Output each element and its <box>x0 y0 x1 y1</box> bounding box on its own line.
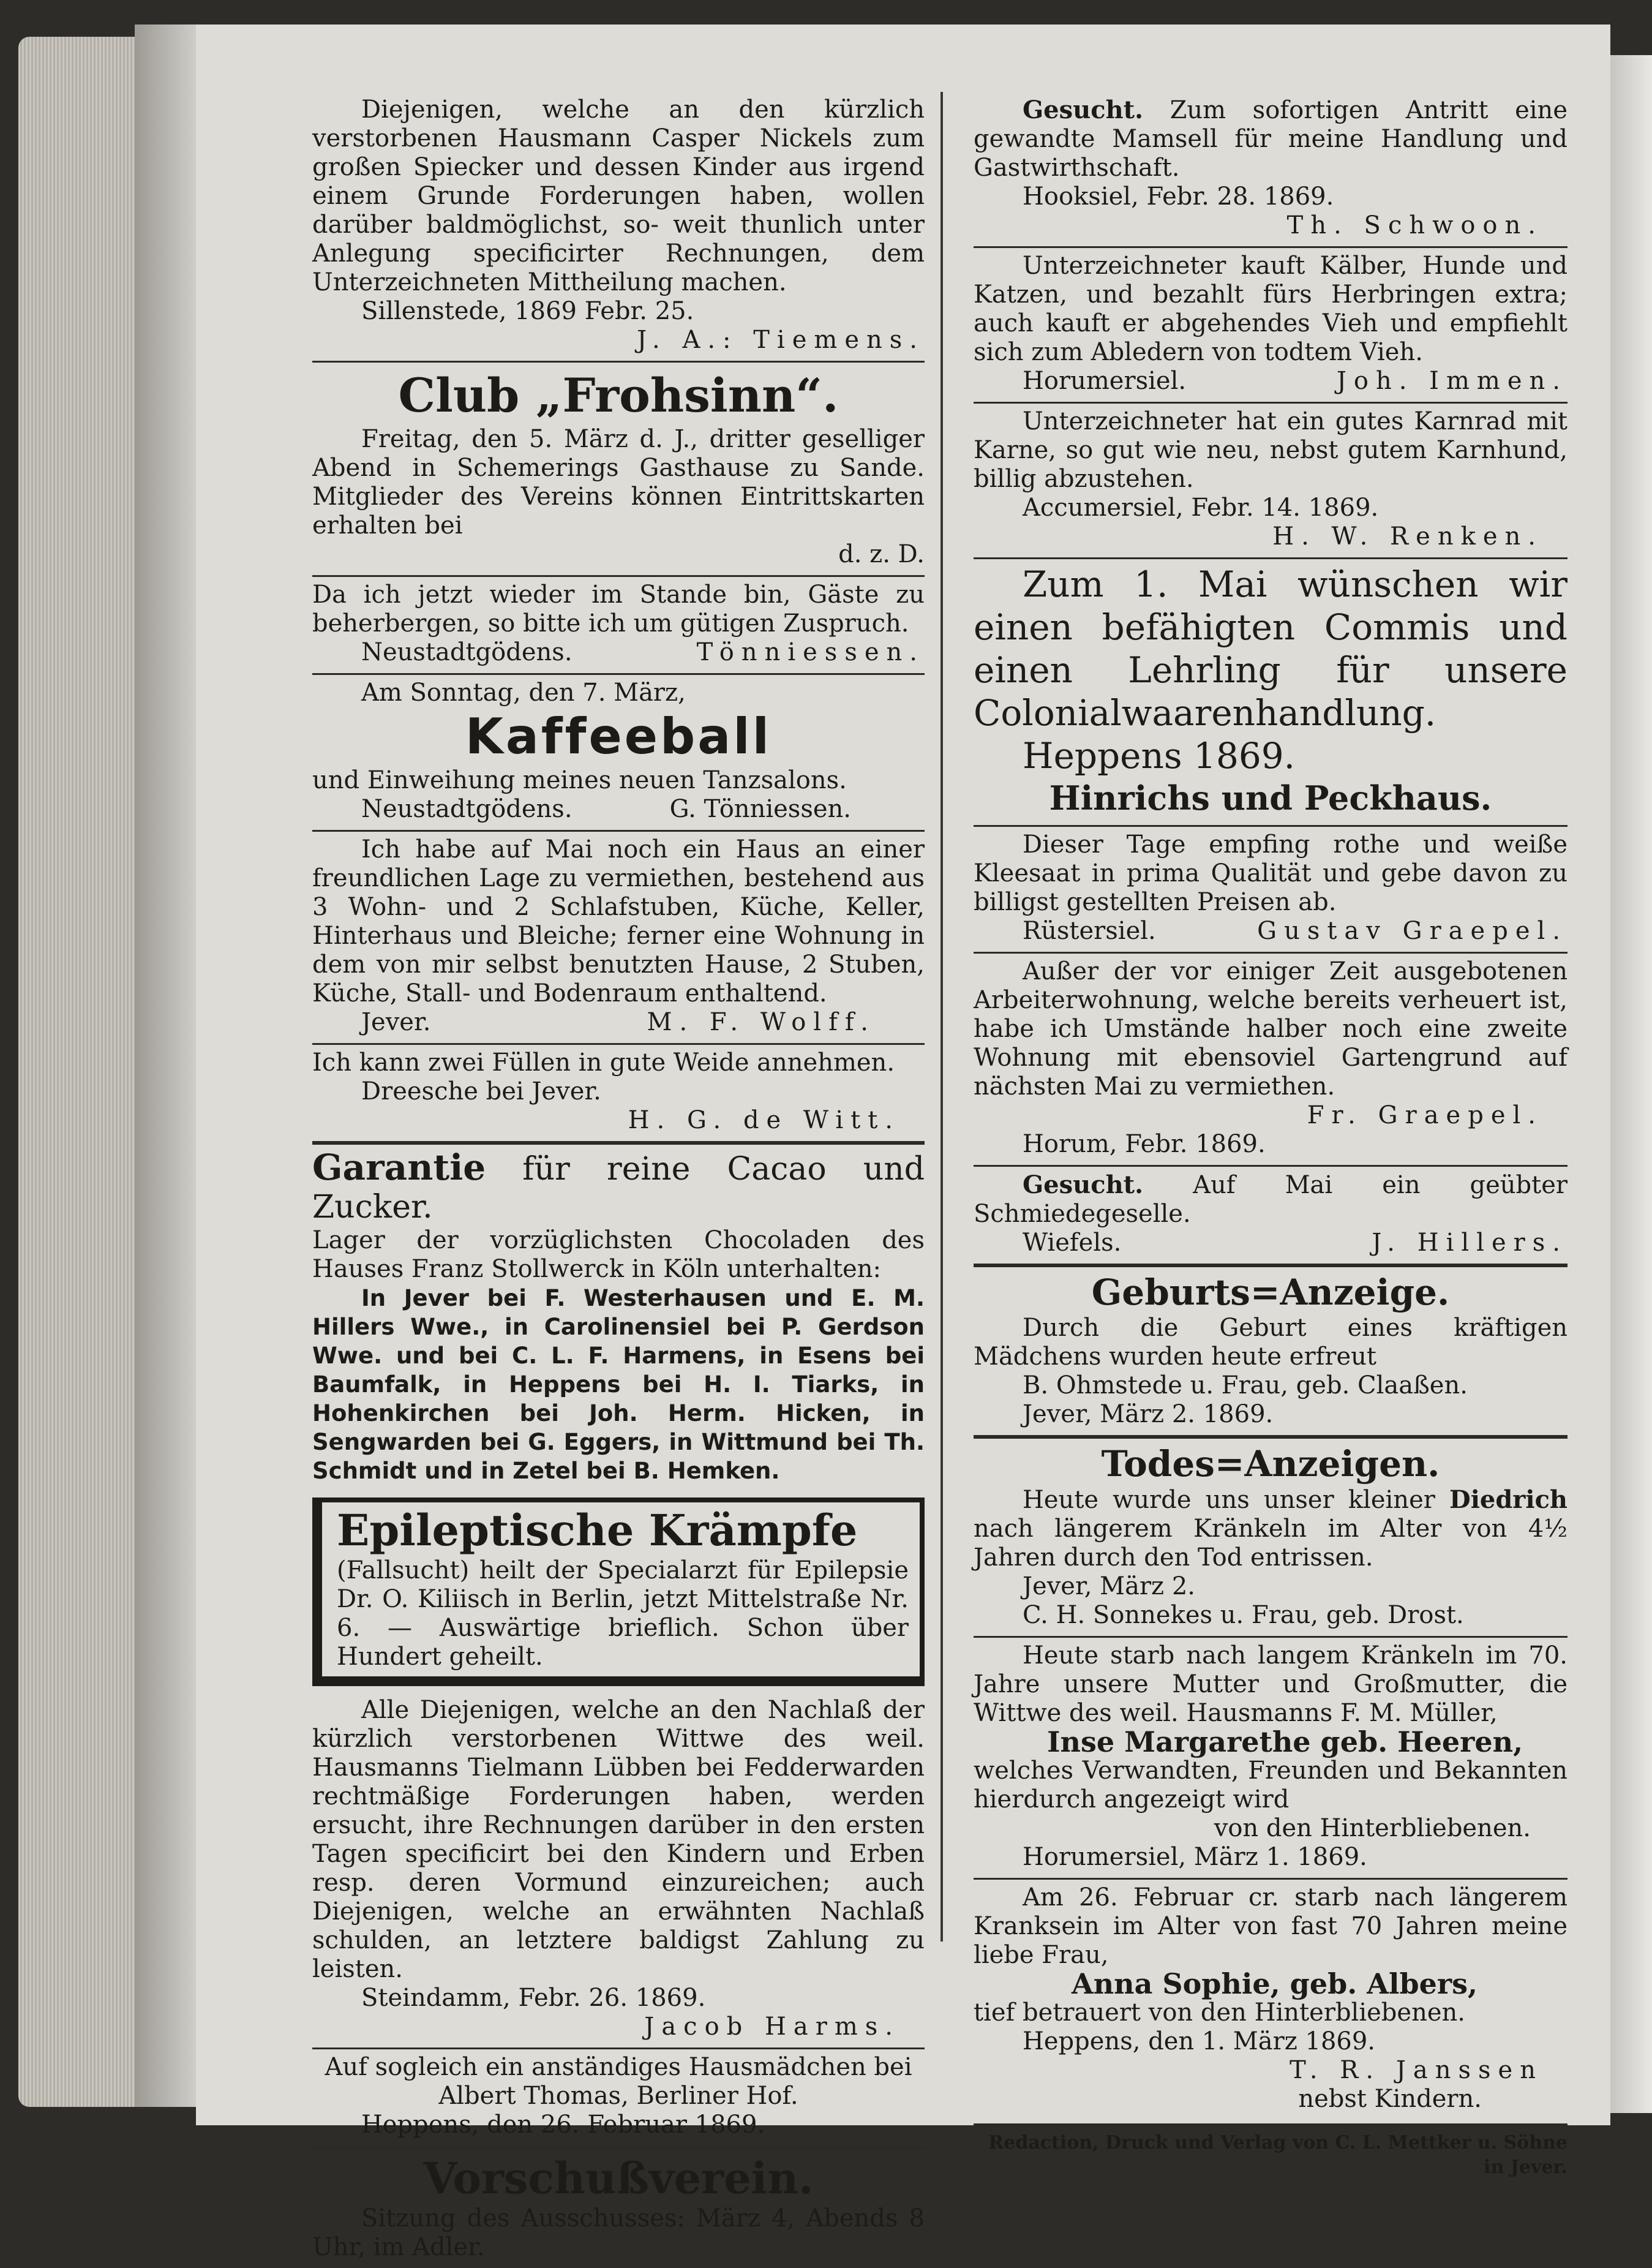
ad-heading: Vorschußverein. <box>423 2153 814 2204</box>
ad-epilepsie-framed <box>312 1498 925 1686</box>
ad-place-date: Horum, Febr. 1869. <box>1023 1130 1266 1158</box>
ad-text: Außer der vor einiger Zeit ausgebotenen Arbeiterwohnung, welche bereits verheuert ist, habe ich Umstände halber noch eine zweite Wohnung mit ebensoviel Gartengrund auf nächsten Mai zu vermiethen. <box>974 957 1568 1101</box>
ad-gesucht-mamsell <box>974 92 1568 246</box>
ad-text-2: welches Verwandten, Freunden und Bekannten hierdurch angezeigt wird <box>974 1757 1568 1814</box>
ad-graepel-kleesaat <box>974 825 1568 952</box>
ad-names: B. Ohmstede u. Frau, geb. Claaßen. <box>1023 1371 1468 1400</box>
ad-signer: C. H. Sonnekes u. Frau, geb. Drost. <box>1023 1601 1464 1629</box>
ad-text: Sitzung des Ausschusses: März 4, Abends 8 Uhr, im Adler. <box>312 2204 925 2261</box>
ad-signature-line <box>974 1229 1568 1257</box>
ad-signer: H. G. de Witt. <box>628 1106 900 1134</box>
column-divider <box>941 92 943 1942</box>
ad-text: und Einweihung meines neuen Tanzsalons. <box>312 766 847 794</box>
ad-toenniessen-gaeste <box>312 575 925 673</box>
ad-dealer-list: In Jever bei F. Westerhausen und E. M. Hillers Wwe., in Carolinensiel bei P. Gerdson Wwe. und bei C. L. F. Harmens, in Esens bei Baumfalk, in Heppens bei H. I. Tiarks, in Hohenkirchen bei Joh. Herm. Hicken, in Sengwarden bei G. Eggers, in Wittmund bei Th. Schmidt und in Zetel bei B. Hemken. <box>312 1285 925 1484</box>
deceased-name: Anna Sophie, geb. Albers, <box>1072 1967 1478 2000</box>
ad-signature-line <box>974 917 1568 946</box>
ad-signer: Tönniessen. <box>696 638 925 666</box>
ad-signature-line <box>312 638 925 667</box>
facing-page-edge <box>1610 55 1652 2113</box>
left-column <box>312 92 925 2268</box>
ad-place-date: Jever, März 2. <box>1023 1572 1196 1600</box>
ad-heading: Club „Frohsinn“. <box>398 368 839 423</box>
ad-signer: Hinrichs und Peckhaus. <box>1049 778 1492 818</box>
ad-place: Rüstersiel. <box>1023 917 1156 945</box>
ad-lead: Gesucht. <box>1023 1170 1144 1199</box>
ad-signature-line <box>312 1008 925 1037</box>
imprint-footer: Redaction, Druck und Verlag von C. L. Mettker u. Söhne in Jever. <box>974 2123 1568 2180</box>
ad-text: Durch die Geburt eines kräftigen Mädchens wurden heute erfreut <box>974 1314 1568 1371</box>
ad-text: Ich kann zwei Füllen in gute Weide annehmen. <box>312 1049 895 1077</box>
ad-signer: von den Hinterbliebenen. <box>1214 1814 1531 1842</box>
ad-signer-2: nebst Kindern. <box>1298 2085 1482 2113</box>
ad-text: Dieser Tage empfing rothe und weiße Kleesaat in prima Qualität und gebe davon zu billigst gestellten Preisen ab. <box>974 831 1568 916</box>
ad-hausmaedchen <box>312 2048 925 2146</box>
right-column <box>974 92 1568 2180</box>
ad-place-date: Heppens, den 1. März 1869. <box>1023 2027 1376 2055</box>
ad-place-date: Horumersiel, März 1. 1869. <box>1023 1843 1367 1871</box>
ad-renken-karnrad <box>974 402 1568 557</box>
ad-place-date: Jever, März 2. 1869. <box>1023 1400 1274 1428</box>
ad-signature-line <box>974 367 1568 396</box>
ad-heading-bold: Garantie <box>312 1147 486 1188</box>
ad-signer: d. z. D. <box>838 540 925 568</box>
ad-todes-anzeige-heeren <box>974 1636 1568 1878</box>
ad-place-date: Hooksiel, Febr. 28. 1869. <box>1023 183 1334 211</box>
ad-signer: T. R. Janssen <box>1290 2056 1543 2084</box>
ad-place: Dreesche bei Jever. <box>361 1077 601 1106</box>
ad-text: Freitag, den 5. März d. J., dritter geselliger Abend in Schemerings Gasthause zu Sande. Mitglieder des Vereins können Eintrittskarten erhalten bei <box>312 425 925 540</box>
ad-text: Ich habe auf Mai noch ein Haus an einer freundlichen Lage zu vermiethen, bestehend aus 3 Wohn- und 2 Schlafstuben, Küche, Keller, Hinterhaus und Bleiche; ferner eine Wohnung in dem von mir selbst benutzten Hause, 2 Stuben, Küche, Stall- und Bodenraum enthaltend. <box>312 835 925 1008</box>
ad-heading: Todes=Anzeigen. <box>1101 1443 1440 1485</box>
ad-signer: Fr. Graepel. <box>1307 1101 1543 1129</box>
ad-todes-anzeige-diedrich <box>974 1435 1568 1636</box>
ad-geburts-anzeige <box>974 1264 1568 1435</box>
ad-heading: Epileptische Krämpfe <box>337 1505 858 1556</box>
ad-text: Alle Diejenigen, welche an den Nachlaß der kürzlich verstorbenen Wittwe des weil. Hausmanns Tielmann Lübben bei Fedderwarden rechtmäßige Forderungen haben, werden ersucht, ihre Rechnungen darüber in den ersten Tagen specificirt bei den Kindern und Erben resp. deren Vormund einzureichen; auch Diejenigen, welche an erwähnten Nachlaß schulden, an letztere baldigst Zahlung zu leisten. <box>312 1696 925 1983</box>
ad-heading <box>312 1148 925 1226</box>
ad-text: Am 26. Februar cr. starb nach längerem Kranksein im Alter von fast 70 Jahren meine liebe Frau, <box>974 1883 1568 1969</box>
ad-heading: Kaffeeball <box>465 708 772 765</box>
ad-signer: J. Hillers. <box>1372 1229 1568 1257</box>
ad-text: Diejenigen, welche an den kürzlich verstorbenen Hausmann Casper Nickels zum großen Spiecker und dessen Kinder aus irgend einem Grunde Forderungen haben, wollen darüber baldmöglichst, so- weit thunlich unter Anlegung specificirter Rechnungen, dem Unterzeichneten Mittheilung machen. <box>312 96 925 296</box>
ad-text: Lager der vorzüglichsten Chocoladen des Hauses Franz Stollwerck in Köln unterhalten: <box>312 1226 925 1283</box>
deceased-name: Inse Margarethe geb. Heeren, <box>1047 1725 1523 1758</box>
ad-place-date: Heppens 1869. <box>1023 735 1296 777</box>
ad-text: Zum 1. Mai wünschen wir einen befähigten Commis und einen Lehrling für unsere Colonialwaarenhandlung. <box>974 563 1568 734</box>
ad-text: Unterzeichneter kauft Kälber, Hunde und Katzen, und bezahlt fürs Herbringen extra; auch kauft er abgehendes Vieh und empfiehlt sich zum Abledern von todtem Vieh. <box>974 252 1568 366</box>
ad-kaffeeball <box>312 673 925 830</box>
ad-garantie-cacao <box>312 1141 925 1491</box>
ad-text: Da ich jetzt wieder im Stande bin, Gäste zu beherbergen, so bitte ich um gütigen Zuspruch. <box>312 581 925 638</box>
ad-signer: Jacob Harms. <box>644 2013 900 2041</box>
ad-signer: Joh. Immen. <box>1336 367 1568 395</box>
ad-immen-vieh <box>974 246 1568 402</box>
ad-text: Gesucht. Zum sofortigen Antritt eine gewandte Mamsell für meine Handlung und Gastwirthschaft. <box>974 96 1568 182</box>
ad-club-frohsinn <box>312 361 925 575</box>
ad-text: Heute wurde uns unser kleiner Diedrich nach längerem Kränkeln im Alter von 4½ Jahren durch den Tod entrissen. <box>974 1485 1568 1572</box>
ad-heading-rest: für reine Cacao und Zucker. <box>312 1151 925 1226</box>
ad-text: Unterzeichneter hat ein gutes Karnrad mit Karne, so gut wie neu, nebst gutem Karnhund, billig abzustehen. <box>974 407 1568 493</box>
ad-text: (Fallsucht) heilt der Specialarzt für Epilepsie Dr. O. Kiliisch in Berlin, jetzt Mittelstraße Nr. 6. — Auswärtige brieflich. Schon über Hundert geheilt. <box>337 1556 909 1671</box>
ad-place: Horumersiel. <box>1023 367 1187 395</box>
ad-signer: G. Tönniessen. <box>669 795 851 823</box>
ad-todes-anzeige-albers <box>974 1878 1568 2120</box>
ad-wolff-vermiethen <box>312 830 925 1043</box>
ad-graepel-wohnung <box>974 952 1568 1165</box>
ad-gesucht-schmied <box>974 1165 1568 1264</box>
ad-place: Neustadtgödens. <box>361 638 573 666</box>
ad-nickels-claims <box>312 92 925 361</box>
deceased-name: Diedrich <box>1449 1485 1568 1514</box>
ad-luebben-nachlass <box>312 1692 925 2048</box>
ad-place: Wiefels. <box>1023 1229 1122 1257</box>
ad-signer: Gustav Graepel. <box>1257 917 1568 945</box>
ad-vorschussverein <box>312 2146 925 2268</box>
ad-text: Gesucht. Auf Mai ein geübter Schmiedegeselle. <box>974 1170 1568 1228</box>
ad-place: Neustadtgödens. <box>361 795 573 823</box>
ad-signer: J. A.: Tiemens. <box>637 326 925 354</box>
ad-signer: Th. Schwoon. <box>1286 211 1543 239</box>
ad-place-date: Sillenstede, 1869 Febr. 25. <box>361 297 694 325</box>
ad-text-line2: Albert Thomas, Berliner Hof. <box>438 2082 798 2110</box>
ad-signer: H. W. Renken. <box>1272 522 1543 551</box>
ad-intro: Am Sonntag, den 7. März, <box>361 679 686 707</box>
ad-place-date: Heppens, den 26. Februar 1869. <box>361 2111 765 2139</box>
ad-heading: Geburts=Anzeige. <box>1091 1272 1450 1313</box>
ad-de-witt-weide <box>312 1043 925 1141</box>
ad-lead: Gesucht. <box>1023 96 1144 124</box>
ad-text: Heute starb nach langem Kränkeln im 70. Jahre unsere Mutter und Großmutter, die Wittwe des weil. Hausmanns F. M. Müller, <box>974 1641 1568 1727</box>
ad-text-line1: Auf sogleich ein anständiges Hausmädchen bei <box>325 2053 912 2081</box>
ad-signer: M. F. Wolff. <box>647 1008 876 1036</box>
ad-place-date: Steindamm, Febr. 26. 1869. <box>361 1984 706 2012</box>
ad-commis-lehrling <box>974 557 1568 825</box>
ad-place-date: Accumersiel, Febr. 14. 1869. <box>1023 494 1379 522</box>
ad-signature-line <box>312 795 925 824</box>
ad-place: Jever. <box>361 1008 431 1036</box>
ad-text-2: tief betrauert von den Hinterbliebenen. <box>974 1999 1465 2027</box>
